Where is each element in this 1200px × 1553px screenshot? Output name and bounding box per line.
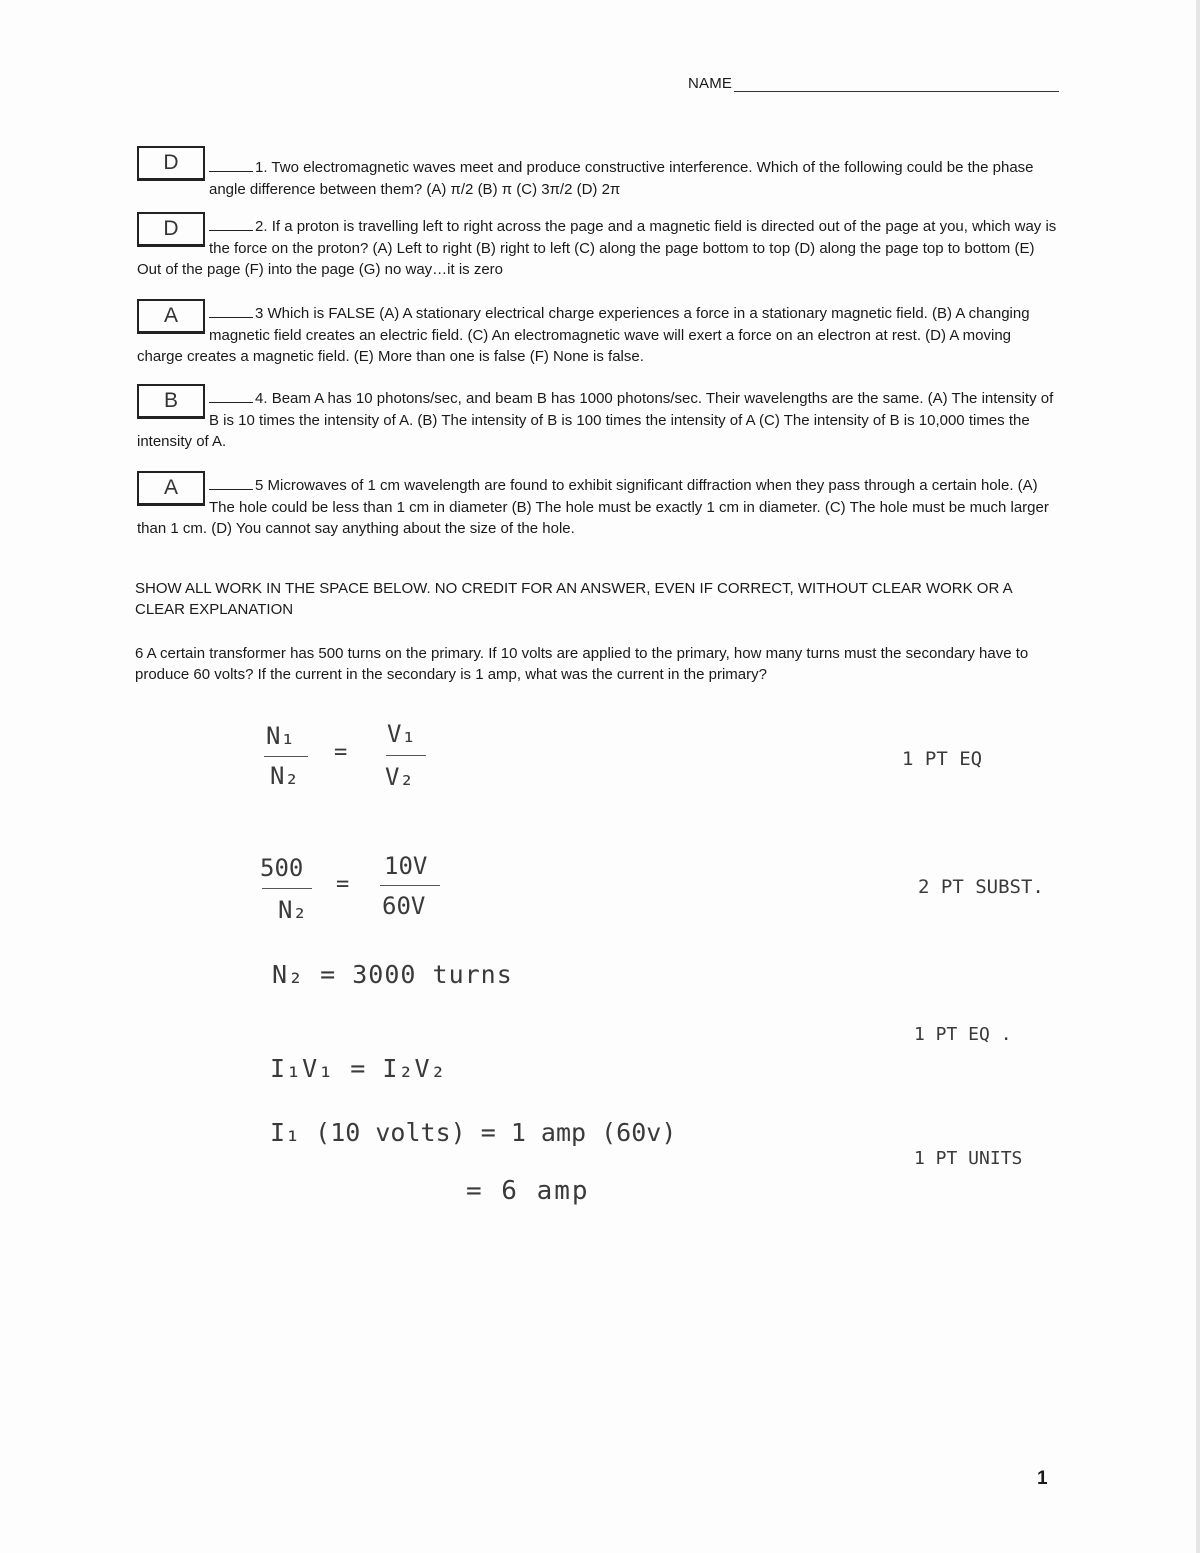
answer-box-5: A [137,471,205,506]
answer-blank-3 [209,305,253,318]
answer-box-2: D [137,212,205,247]
answer-box-4: B [137,384,205,419]
answer-blank-4 [209,390,253,403]
question-6: 6 A certain transformer has 500 turns on the primary. If 10 volts are applied to the primary, how many turns must the secondary have to produce 60 volts? If the current in the secondary is 1 amp, what was the current in the primary? [135,645,1029,683]
answer-blank-5 [209,477,253,490]
question-3 [137,303,1057,368]
hw-60v: 60V [382,892,426,920]
question-3-number: 3 [255,305,264,322]
hw-final-answer: = 6 amp [466,1176,590,1206]
grade-note-2: 2 PT SUBST. [918,876,1044,898]
question-1-number: 1. [255,159,268,176]
question-2-number: 2. [255,218,268,235]
question-3-text: Which is FALSE (A) A stationary electrical charge experiences a force in a stationary magnetic field. (B) A changing magnetic field creates an electric field. (C) An electromagnetic wave will exert a force on an electron at rest. (D) A moving charge creates a magnetic field. (E) More than one is false (F) None is false. [137,305,1030,365]
name-label: NAME [688,75,733,92]
question-2-text: If a proton is travelling left to right across the page and a magnetic field is directed out of the page at you, which way is the force on the proton? (A) Left to right (B) right to left (C) along the page bottom to top (D) along the page top to bottom (E) Out of the page (F) into the page (G) no way…it is zero [137,218,1057,278]
hw-equals-1: = [334,740,348,765]
hw-v2: V₂ [385,763,414,791]
hw-500: 500 [260,854,304,882]
hw-equals-2: = [336,872,350,897]
hw-frac-line-2 [386,755,426,756]
question-4-text: Beam A has 10 photons/sec, and beam B has 1000 photons/sec. Their wavelengths are the same. (A) The intensity of B is 10 times the intensity of A. (B) The intensity of B is 100 times the intensity of A (C) The intensity of B is 10,000 times the intensity of A. [137,390,1054,450]
question-2 [137,216,1057,281]
answer-blank-1 [209,159,253,172]
name-underline [734,77,1059,92]
question-1-text: Two electromagnetic waves meet and produce constructive interference. Which of the following could be the phase angle difference between them? (A) π/2 (B) π (C) 3π/2 (D) 2π [209,159,1034,198]
question-5-text: Microwaves of 1 cm wavelength are found to exhibit significant diffraction when they pass through a certain hole. (A) The hole could be less than 1 cm in diameter (B) The hole must be exactly 1 cm in diameter. (C) The hole must be much larger than 1 cm. (D) You cannot say anything about the size of the hole. [137,477,1049,537]
hw-frac-line-1 [264,756,308,757]
answer-box-3: A [137,299,205,334]
hw-n2: N₂ [270,762,299,790]
hw-frac-line-3 [262,888,312,889]
grade-note-3: 1 PT EQ . [914,1024,1012,1045]
question-1 [137,150,1057,200]
name-field [688,75,1059,92]
question-5 [137,475,1057,540]
answer-blank-2 [209,218,253,231]
hw-n2-result: N₂ = 3000 turns [272,960,513,989]
hw-n2-b: N₂ [278,896,307,924]
grade-note-4: 1 PT UNITS [914,1148,1023,1169]
hw-power-eq: I₁V₁ = I₂V₂ [270,1054,447,1083]
hw-10v: 10V [384,852,428,880]
hw-substitution: I₁ (10 volts) = 1 amp (60v) [270,1118,677,1147]
scan-edge [1196,0,1200,1553]
page-number: 1 [1037,1468,1048,1489]
hw-v1: V₁ [387,720,416,748]
hw-frac-line-4 [380,885,440,886]
question-4-number: 4. [255,390,268,407]
answer-box-1: D [137,146,205,181]
question-5-number: 5 [255,477,264,494]
hw-n1: N₁ [266,722,295,750]
question-4 [137,388,1057,453]
grade-note-1: 1 PT EQ [902,748,983,770]
work-instructions: SHOW ALL WORK IN THE SPACE BELOW. NO CREDIT FOR AN ANSWER, EVEN IF CORRECT, WITHOUT CLEAR WORK OR A CLEAR EXPLANATION [135,580,1012,618]
